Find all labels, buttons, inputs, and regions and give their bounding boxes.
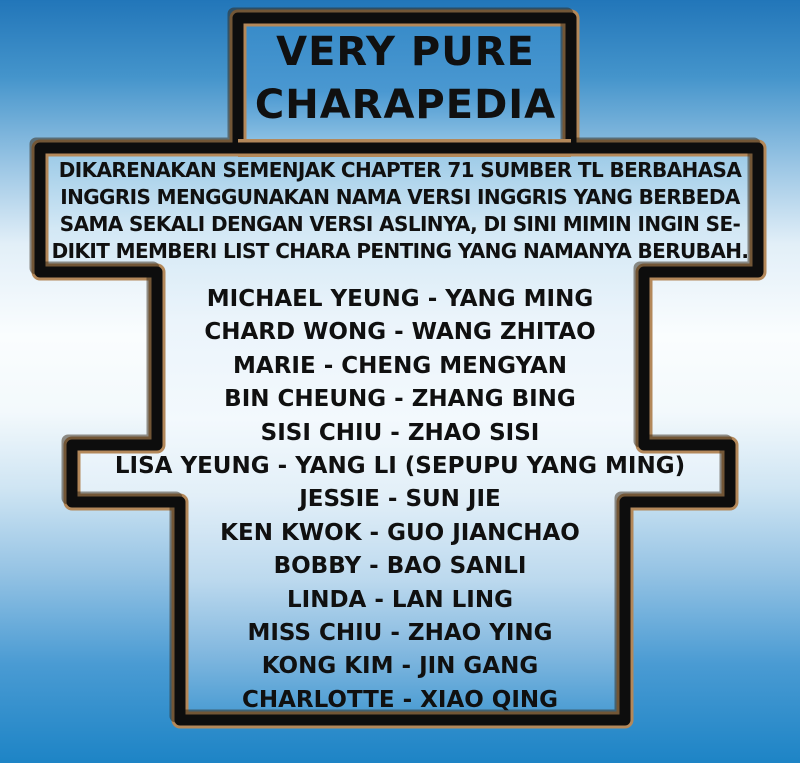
name-separator: -: [315, 352, 342, 379]
character-mapping-row: [0, 450, 800, 483]
original-name: WANG ZHITAO: [411, 319, 596, 346]
original-name: SUN JIE: [405, 486, 501, 513]
character-mapping-row: [0, 383, 800, 416]
intro-line: SAMA SEKALI DENGAN VERSI ASLINYA, DI SINI MIMIN INGIN SE-: [59, 212, 741, 236]
english-name: KONG KIM: [261, 653, 394, 680]
character-mapping-row: [0, 350, 800, 383]
name-separator: -: [366, 586, 392, 613]
name-separator: -: [379, 486, 406, 513]
english-name: MISS CHIU: [247, 620, 383, 647]
title-box: [240, 26, 571, 132]
intro-line: INGGRIS MENGGUNAKAN NAMA VERSI INGGRIS YANG BERBEDA: [60, 185, 740, 209]
character-mapping-row: [0, 684, 800, 717]
character-list: [0, 283, 800, 717]
english-name: CHARD WONG: [204, 319, 387, 346]
english-name: MICHAEL YEUNG: [206, 286, 420, 312]
original-name: LAN LING: [391, 586, 513, 613]
character-mapping-row: [0, 283, 800, 316]
name-separator: -: [394, 686, 421, 713]
english-name: LISA YEUNG: [114, 453, 270, 480]
english-name: MARIE: [233, 352, 316, 379]
original-name: GUO JIANCHAO: [387, 519, 580, 546]
english-name: JESSIE: [299, 486, 380, 513]
title-line: VERY PURE: [276, 29, 535, 75]
english-name: LINDA: [287, 586, 367, 613]
english-name: CHARLOTTE: [241, 686, 395, 713]
character-mapping-row: [0, 617, 800, 650]
original-name: ZHAO YING: [407, 620, 553, 647]
original-name: YANG LI (SEPUPU YANG MING): [295, 453, 686, 480]
name-separator: -: [419, 286, 446, 312]
title-line: CHARAPEDIA: [254, 82, 557, 128]
character-mapping-row: [0, 417, 800, 450]
original-name: ZHANG BING: [411, 386, 576, 413]
name-separator: -: [382, 620, 408, 647]
character-mapping-row: [0, 550, 800, 583]
english-name: BIN CHEUNG: [224, 386, 387, 413]
character-mapping-row: [0, 584, 800, 617]
intro-line: DIKIT MEMBERI LIST CHARA PENTING YANG NAMANYA BERUBAH.: [51, 239, 749, 263]
character-mapping-row: [0, 316, 800, 349]
english-name: BOBBY: [273, 553, 362, 580]
original-name: YANG MING: [445, 286, 594, 312]
name-separator: -: [361, 519, 388, 546]
name-separator: -: [269, 453, 296, 480]
original-name: XIAO QING: [420, 686, 559, 713]
character-mapping-row: [0, 650, 800, 683]
name-separator: -: [382, 419, 408, 446]
english-name: SISI CHIU: [260, 419, 383, 446]
intro-box: [44, 157, 756, 265]
english-name: KEN KWOK: [220, 519, 362, 546]
name-separator: -: [386, 319, 412, 346]
original-name: JIN GANG: [419, 653, 539, 680]
character-mapping-row: [0, 483, 800, 516]
intro-line: DIKARENAKAN SEMENJAK CHAPTER 71 SUMBER TL BERBAHASA: [58, 158, 742, 182]
title-divider: [235, 143, 574, 154]
original-name: CHENG MENGYAN: [341, 352, 567, 379]
name-separator: -: [393, 653, 420, 680]
name-separator: -: [361, 553, 387, 580]
character-mapping-row: [0, 517, 800, 550]
original-name: ZHAO SISI: [407, 419, 540, 446]
original-name: BAO SANLI: [386, 553, 527, 580]
name-separator: -: [386, 386, 412, 413]
